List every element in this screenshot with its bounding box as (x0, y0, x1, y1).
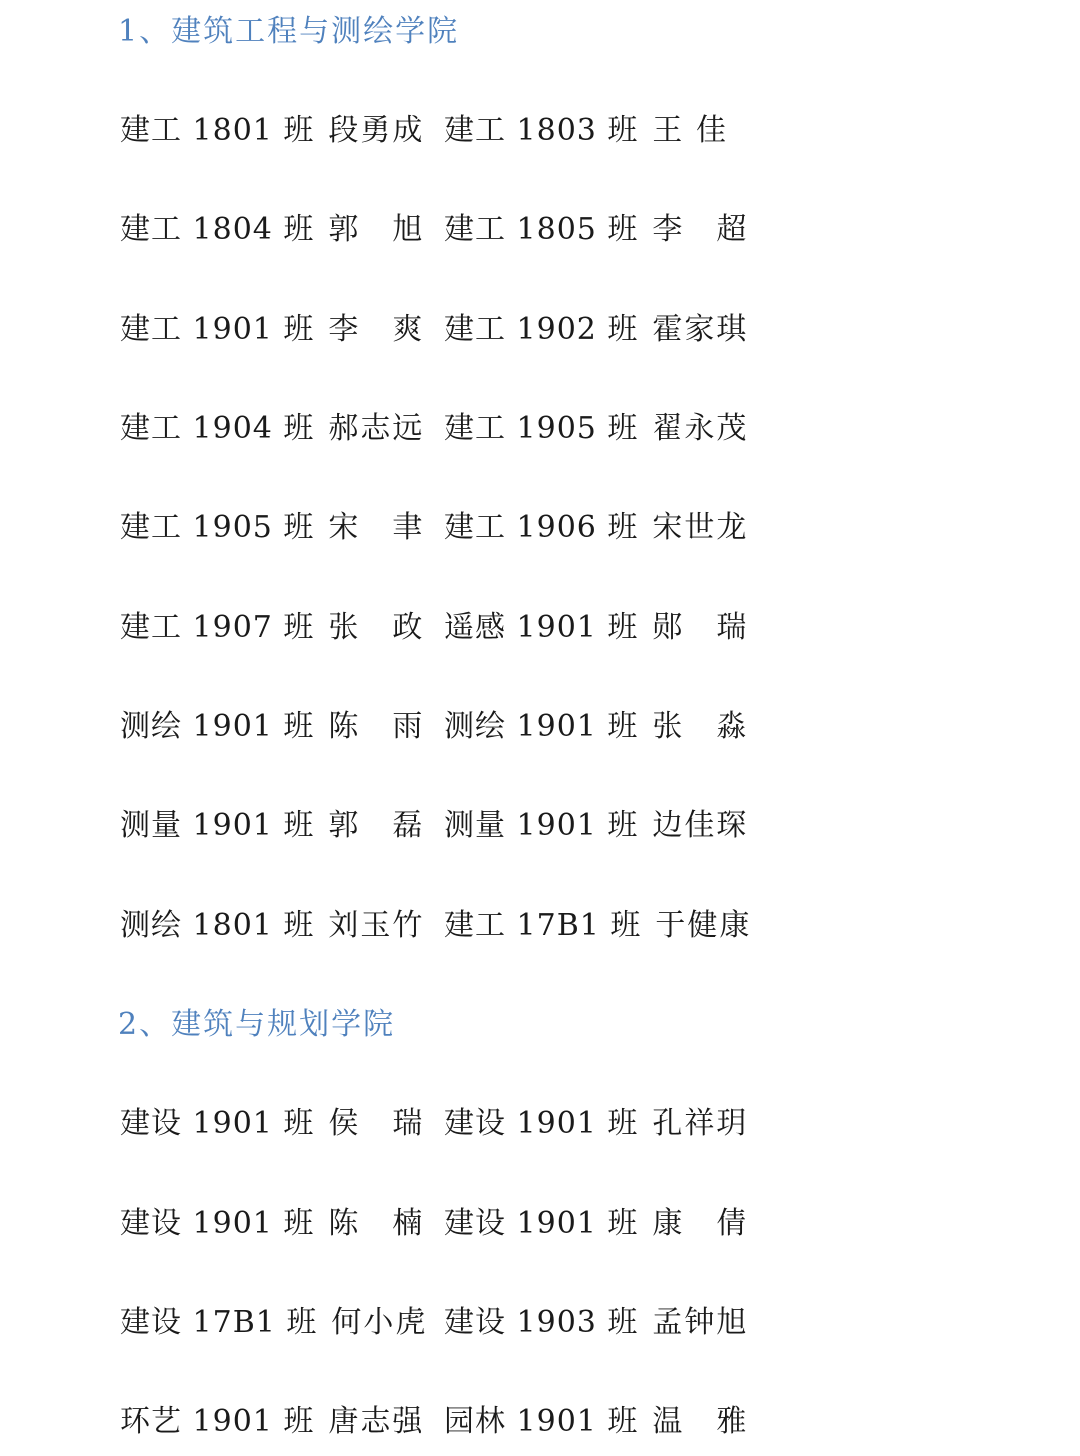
class-label: 建设 1901 班 (120, 1206, 315, 1241)
class-label: 测绘 1801 班 (120, 908, 315, 943)
student-name: 郭 旭 (328, 212, 425, 247)
student-name: 张 政 (328, 610, 425, 645)
class-label: 建工 1902 班 (444, 312, 639, 347)
class-label: 建工 1906 班 (444, 510, 639, 545)
student-name: 侯 瑞 (328, 1106, 425, 1141)
list-entry (444, 707, 748, 747)
student-name: 张 淼 (652, 709, 749, 744)
class-label: 建设 1903 班 (444, 1305, 639, 1340)
class-label: 测绘 1901 班 (120, 709, 315, 744)
list-entry (120, 409, 424, 449)
list-entry (444, 906, 751, 946)
class-label: 建工 1805 班 (444, 212, 639, 247)
list-entry (120, 310, 424, 350)
class-label: 建工 17B1 班 (444, 908, 642, 943)
list-entry (444, 310, 748, 350)
student-name: 宋世龙 (652, 510, 749, 545)
class-label: 建设 1901 班 (444, 1206, 639, 1241)
list-entry (444, 111, 728, 151)
student-name: 边佳琛 (652, 808, 749, 843)
list-entry (120, 111, 424, 151)
list-entry (120, 608, 424, 648)
student-name: 郝志远 (328, 411, 425, 446)
student-name: 宋 聿 (328, 510, 425, 545)
list-entry (444, 1104, 748, 1144)
list-entry (444, 806, 748, 846)
student-name: 郧 瑞 (652, 610, 749, 645)
list-entry (120, 508, 424, 548)
class-label: 环艺 1901 班 (120, 1404, 315, 1439)
list-entry (120, 210, 424, 250)
list-entry (444, 608, 748, 648)
class-label: 建工 1803 班 (444, 113, 639, 148)
list-entry (120, 906, 424, 946)
student-name: 唐志强 (328, 1404, 425, 1439)
student-name: 李 爽 (328, 312, 425, 347)
class-label: 建设 1901 班 (444, 1106, 639, 1141)
list-entry (444, 1303, 748, 1343)
list-entry (444, 409, 748, 449)
student-name: 段勇成 (328, 113, 425, 148)
list-entry (120, 1204, 424, 1244)
class-label: 测量 1901 班 (444, 808, 639, 843)
list-entry (444, 1402, 748, 1442)
student-name: 何小虎 (331, 1305, 428, 1340)
class-label: 建设 1901 班 (120, 1106, 315, 1141)
student-name: 霍家琪 (652, 312, 749, 347)
class-label: 建设 17B1 班 (120, 1305, 318, 1340)
class-label: 建工 1904 班 (120, 411, 315, 446)
class-label: 建工 1901 班 (120, 312, 315, 347)
student-name: 李 超 (652, 212, 749, 247)
section-heading: 1、建筑工程与测绘学院 (118, 14, 460, 49)
list-entry (120, 1402, 424, 1442)
class-label: 建工 1905 班 (120, 510, 315, 545)
student-name: 陈 雨 (328, 709, 425, 744)
section-heading: 2、建筑与规划学院 (118, 1007, 396, 1042)
list-entry (444, 1204, 748, 1244)
student-name: 孟钟旭 (652, 1305, 749, 1340)
class-label: 遥感 1901 班 (444, 610, 639, 645)
student-name: 翟永茂 (652, 411, 749, 446)
list-entry (444, 508, 748, 548)
class-label: 测量 1901 班 (120, 808, 315, 843)
student-name: 孔祥玥 (652, 1106, 749, 1141)
list-entry (120, 1303, 427, 1343)
student-name: 陈 楠 (328, 1206, 425, 1241)
student-name: 刘玉竹 (328, 908, 425, 943)
class-label: 测绘 1901 班 (444, 709, 639, 744)
list-entry (120, 1104, 424, 1144)
list-entry (120, 707, 424, 747)
list-entry (120, 806, 424, 846)
class-label: 建工 1801 班 (120, 113, 315, 148)
class-label: 园林 1901 班 (444, 1404, 639, 1439)
list-entry (444, 210, 748, 250)
student-name: 王 佳 (652, 113, 728, 148)
class-label: 建工 1804 班 (120, 212, 315, 247)
class-label: 建工 1907 班 (120, 610, 315, 645)
class-label: 建工 1905 班 (444, 411, 639, 446)
student-name: 康 倩 (652, 1206, 749, 1241)
student-name: 温 雅 (652, 1404, 749, 1439)
student-name: 郭 磊 (328, 808, 425, 843)
student-name: 于健康 (655, 908, 752, 943)
